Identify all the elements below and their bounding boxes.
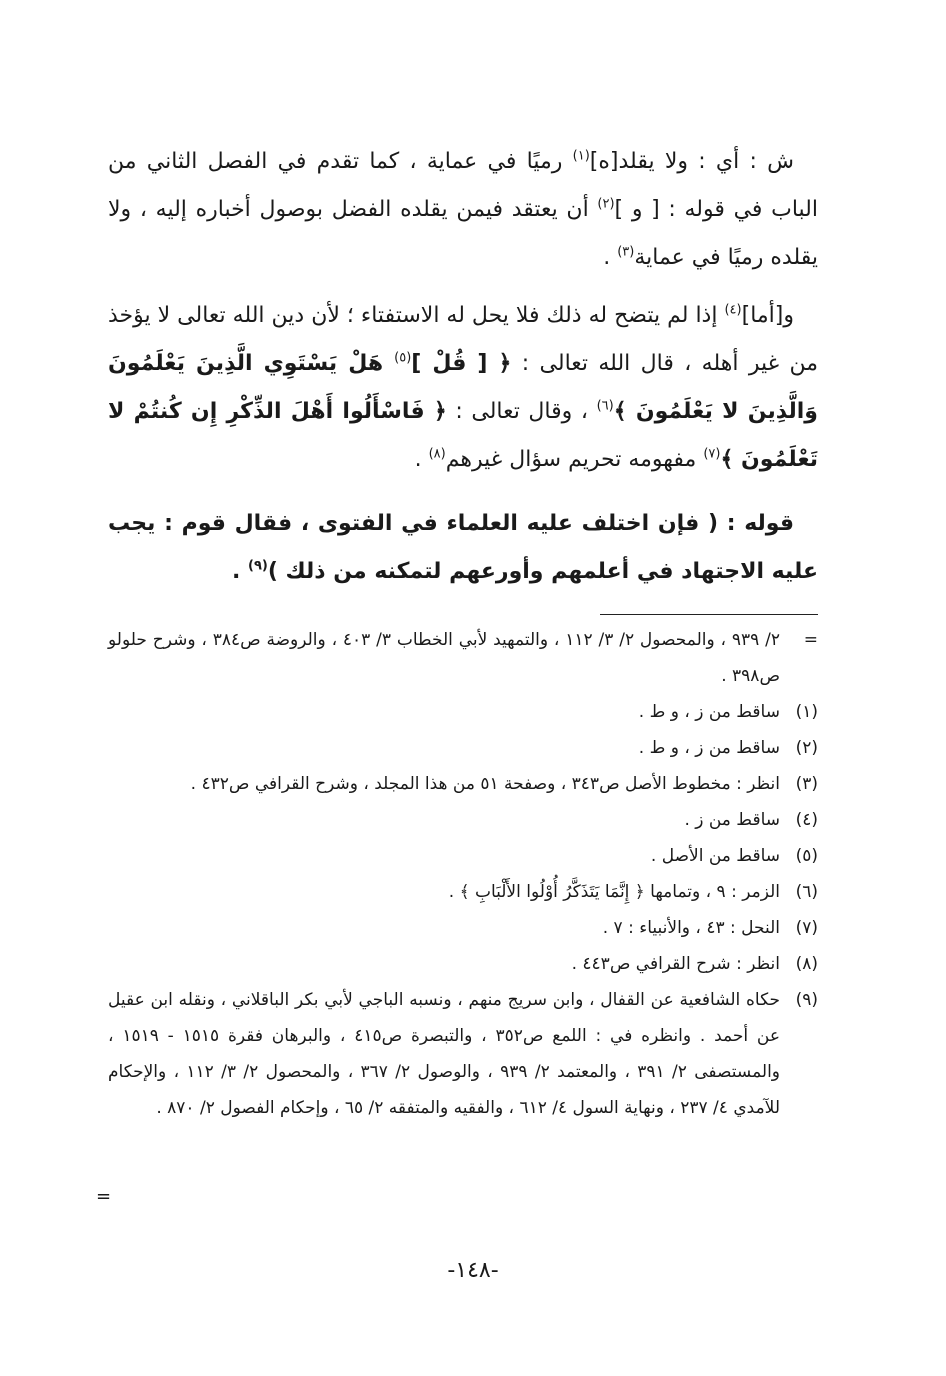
- footnotes: [108, 622, 818, 1126]
- footnote-number: (٦): [795, 882, 818, 902]
- footnote-number: (٣): [795, 774, 818, 794]
- footnote: [108, 766, 818, 802]
- footnote: [108, 694, 818, 730]
- footnote-number: (٢): [795, 738, 818, 758]
- footnote-text: ساقط من ز .: [684, 810, 780, 830]
- text-run: .: [231, 559, 248, 584]
- footnote-ref[interactable]: (٢): [597, 196, 615, 212]
- text-run: ش : أي : ولا يقلد[ه]: [589, 149, 794, 174]
- footnote: [108, 910, 818, 946]
- continuation-mark-end: =: [96, 1186, 112, 1207]
- footnote-ref[interactable]: (٥): [394, 350, 412, 366]
- quran-verse: ﴿ [ قُلْ ]: [411, 351, 512, 376]
- footnote-number: (٨): [795, 954, 818, 974]
- footnote-text: ساقط من ز ، و ط .: [638, 738, 780, 758]
- footnote-number: (١): [795, 702, 818, 722]
- footnote-text: النحل : ٤٣ ، والأنبياء : ٧ .: [602, 918, 780, 938]
- footnote-separator: [600, 614, 818, 615]
- text-run: إذا لم يتضح له ذلك فلا يحل له الاستفتاء ؛ لأن دين الله تعالى لا يؤخذ من غير أهله ، قال الله تعالى :: [108, 303, 818, 376]
- text-run: .: [414, 447, 429, 472]
- footnote-ref[interactable]: (٤): [724, 302, 742, 318]
- footnote-ref[interactable]: (٦): [596, 398, 614, 414]
- footnote: [108, 802, 818, 838]
- footnote-text: انظر : مخطوط الأصل ص٣٤٣ ، وصفحة ٥١ من هذا المجلد ، وشرح القرافي ص٤٣٢ .: [190, 774, 780, 794]
- footnote-text: ساقط من الأصل .: [650, 846, 780, 866]
- footnote: [108, 982, 818, 1126]
- page-number: -١٤٨-: [447, 1258, 499, 1283]
- text-run: أن يعتقد فيمن يقلده الفضل بوصول أخباره إليه ، ولا يقلده رميًا في عماية: [108, 197, 818, 270]
- footnote-continuation: [108, 622, 818, 694]
- footnote-text: انظر : شرح القرافي ص٤٤٣ .: [571, 954, 780, 974]
- commentary-paragraph: [108, 138, 818, 282]
- matn-quote-paragraph: [108, 500, 818, 596]
- text-run: قوله : ( فإن اختلف عليه العلماء في الفتوى ، فقال قوم : يجب عليه الاجتهاد في أعلمهم وأورعهم لتمكنه من ذلك ): [108, 511, 818, 584]
- quran-verse: ﴿ فَاسْأَلُوا أَهْلَ الذِّكْرِ إِن كُنتُمْ لا تَعْلَمُونَ ﴾: [108, 399, 818, 472]
- footnote-number: (٧): [795, 918, 818, 938]
- footnote-ref[interactable]: (١): [572, 148, 590, 164]
- text-run: مفهومه تحريم سؤال غيرهم: [445, 447, 704, 472]
- footnote: [108, 730, 818, 766]
- commentary-paragraph: [108, 292, 818, 484]
- text-run: .: [603, 245, 618, 270]
- continuation-mark: =: [803, 630, 818, 650]
- text-run: ، وقال تعالى :: [446, 399, 597, 424]
- text-run: رميًا في عماية ، كما تقدم في الفصل الثاني من الباب في قوله : [ و ]: [108, 149, 818, 222]
- footnote-ref[interactable]: (٧): [703, 446, 721, 462]
- footnote-ref[interactable]: (٨): [428, 446, 446, 462]
- footnote-text: ساقط من ز ، و ط .: [638, 702, 780, 722]
- footnote-number: (٩): [795, 990, 818, 1010]
- quran-verse: هَلْ يَسْتَوِي الَّذِينَ يَعْلَمُونَ وَالَّذِينَ لا يَعْلَمُونَ ﴾: [108, 351, 818, 424]
- footnote: [108, 874, 818, 910]
- footnote: [108, 838, 818, 874]
- footnote-text: حكاه الشافعية عن القفال ، وابن سريج منهم ، ونسبه الباجي لأبي بكر الباقلاني ، ونقله ابن عقيل عن أحمد . وانظره في : اللمع ص٣٥٢ ، والتبصرة ص٤١٥ ، والبرهان فقرة ١٥١٥ - ١٥١٩ ، والمستصفى ٢/ ٣٩١ ، والمعتمد ٢/ ٩٣٩ ، والوصول ٢/ ٣٦٧ ، والمحصول ٢/ ٣/ ١١٢ ، والإحكام للآمدي ٤/ ٢٣٧ ، ونهاية السول ٤/ ٦١٢ ، والفقيه والمتفقه ٢/ ٦٥ ، وإحكام الفصول ٢/ ٨٧٠ .: [108, 990, 781, 1118]
- footnote-number: (٤): [795, 810, 818, 830]
- footnote-number: (٥): [795, 846, 818, 866]
- footnote-ref[interactable]: (٩): [248, 558, 268, 574]
- footnote-text: ٢/ ٩٣٩ ، والمحصول ٢/ ٣/ ١١٢ ، والتمهيد لأبي الخطاب ٣/ ٤٠٣ ، والروضة ص٣٨٤ ، وشرح حلولو ص٣٩٨ .: [108, 630, 781, 686]
- text-run: و[أما]: [741, 303, 794, 328]
- footnote: [108, 946, 818, 982]
- footnote-ref[interactable]: (٣): [617, 244, 635, 260]
- footnote-text: الزمر : ٩ ، وتمامها ﴿ إِنَّمَا يَتَذَكَّرُ أُوْلُوا الأَلْبَابِ ﴾ .: [448, 882, 780, 902]
